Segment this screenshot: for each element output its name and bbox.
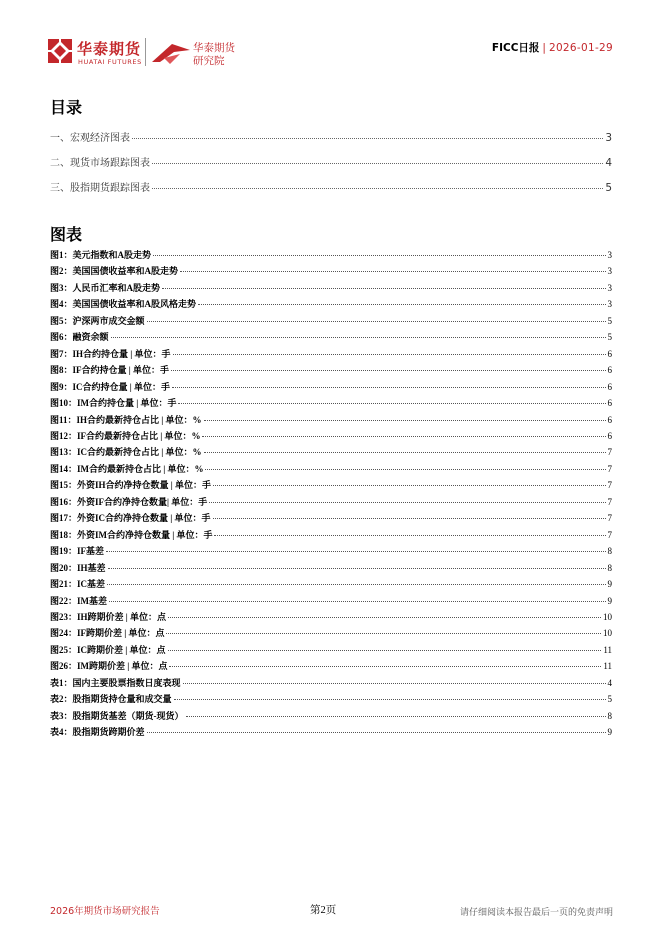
figure-entry-page: 10 bbox=[603, 628, 612, 639]
figure-entry-text: 图5：沪深两市成交金额 bbox=[50, 315, 145, 326]
figure-entry[interactable] bbox=[50, 511, 612, 524]
figure-entry[interactable] bbox=[50, 347, 612, 360]
dot-leader bbox=[162, 288, 605, 289]
figure-entry[interactable] bbox=[50, 692, 612, 705]
dot-leader bbox=[166, 633, 601, 634]
figure-entry-text: 图11：IH合约最新持仓占比 | 单位：% bbox=[50, 414, 202, 425]
figure-entry-page: 3 bbox=[607, 266, 612, 277]
figure-entry[interactable] bbox=[50, 248, 612, 261]
figure-entry-page: 8 bbox=[607, 546, 612, 557]
figure-entry[interactable] bbox=[50, 594, 612, 607]
dot-leader bbox=[132, 138, 603, 139]
figure-entry-page: 6 bbox=[607, 398, 612, 408]
institute-name-line1: 华泰期货 bbox=[193, 42, 235, 54]
figure-entry-text: 图20：IH基差 bbox=[50, 562, 106, 573]
figure-entry[interactable] bbox=[50, 314, 612, 327]
figure-entry[interactable] bbox=[50, 396, 612, 409]
figure-entry[interactable] bbox=[50, 610, 612, 623]
figure-entry-page: 11 bbox=[603, 644, 612, 655]
dot-leader bbox=[107, 584, 605, 585]
figure-entry-page: 5 bbox=[607, 332, 612, 343]
dot-leader bbox=[202, 436, 605, 437]
figure-entry-text: 图1：美元指数和A股走势 bbox=[50, 250, 152, 260]
figure-entry-page: 5 bbox=[607, 694, 612, 705]
toc-entry-page: 4 bbox=[605, 157, 612, 169]
figure-entry-text: 图4：美国国债收益率和A股风格走势 bbox=[50, 299, 197, 310]
figure-entry-page: 4 bbox=[607, 677, 612, 688]
toc-entry[interactable] bbox=[50, 154, 612, 169]
figure-entry[interactable] bbox=[50, 676, 612, 689]
dot-leader bbox=[171, 370, 606, 371]
figure-entry[interactable] bbox=[50, 445, 612, 458]
figure-entry-page: 3 bbox=[607, 282, 612, 293]
footer-page-number: 第2页 bbox=[310, 905, 337, 916]
dot-leader bbox=[198, 304, 605, 305]
figure-entry-text: 表2：股指期货持仓量和成交量 bbox=[50, 694, 172, 705]
figure-entry[interactable] bbox=[50, 561, 612, 574]
figure-entry-text: 图21：IC基差 bbox=[50, 579, 106, 589]
figure-entry-text: 图12：IF合约最新持仓占比 | 单位：% bbox=[50, 430, 201, 441]
figure-entry-text: 图8：IF合约持仓量 | 单位：手 bbox=[50, 365, 169, 376]
dot-leader bbox=[174, 699, 606, 700]
logo-divider bbox=[145, 38, 146, 66]
figure-entry-text: 图6：融资余额 bbox=[50, 332, 109, 343]
toc-entry-text: 一、宏观经济图表 bbox=[50, 133, 130, 144]
figure-entry-page: 9 bbox=[607, 579, 612, 589]
dot-leader bbox=[214, 535, 605, 536]
footer-report-series: 2026年期货市场研究报告 bbox=[50, 906, 160, 917]
toc-entry[interactable] bbox=[50, 129, 612, 144]
toc-entry-page: 3 bbox=[605, 132, 612, 144]
figure-entry[interactable] bbox=[50, 462, 612, 475]
dot-leader bbox=[213, 485, 606, 486]
figure-entry-text: 图19：IF基差 bbox=[50, 546, 105, 557]
report-name: FICC日报 bbox=[491, 42, 540, 54]
dot-leader bbox=[106, 551, 605, 552]
figure-entry-text: 图17：外资IC合约净持仓数量 | 单位：手 bbox=[50, 513, 211, 524]
figure-entry[interactable] bbox=[50, 281, 612, 294]
dot-leader bbox=[152, 163, 603, 164]
huatai-logo-icon bbox=[47, 38, 73, 64]
dot-leader bbox=[209, 502, 605, 503]
dot-leader bbox=[178, 403, 605, 404]
dot-leader bbox=[173, 354, 606, 355]
dot-leader bbox=[180, 271, 605, 272]
dot-leader bbox=[109, 601, 606, 602]
figure-entry[interactable] bbox=[50, 577, 612, 590]
figure-entry[interactable] bbox=[50, 725, 612, 738]
figure-entry-text: 图7：IH合约持仓量 | 单位：手 bbox=[50, 348, 171, 359]
figure-entry[interactable] bbox=[50, 413, 612, 426]
figure-entry-page: 9 bbox=[607, 595, 612, 606]
research-institute-logo-icon bbox=[150, 40, 192, 66]
figure-entry-text: 图14：IM合约最新持仓占比 | 单位：% bbox=[50, 463, 204, 474]
page-header bbox=[0, 0, 662, 80]
figure-entry[interactable] bbox=[50, 495, 612, 508]
toc-entry-text: 三、股指期货跟踪图表 bbox=[50, 183, 150, 194]
figure-entry-page: 10 bbox=[603, 611, 612, 622]
institute-name-line2: 研究院 bbox=[193, 55, 225, 67]
brand-name-en: HUATAI FUTURES bbox=[78, 58, 142, 66]
dot-leader bbox=[204, 452, 606, 453]
figure-entry-text: 图9：IC合约持仓量 | 单位：手 bbox=[50, 381, 170, 392]
figure-entry[interactable] bbox=[50, 544, 612, 557]
figure-entry-page: 3 bbox=[607, 250, 612, 260]
figure-entry-text: 图13：IC合约最新持仓占比 | 单位：% bbox=[50, 447, 202, 458]
dot-leader bbox=[169, 666, 601, 667]
report-date: 2026-01-29 bbox=[548, 42, 613, 54]
figures-title: 图表 bbox=[50, 225, 83, 244]
figure-entry-page: 7 bbox=[607, 480, 612, 491]
figure-entry[interactable] bbox=[50, 330, 612, 343]
figure-entry-text: 表4：股指期货跨期价差 bbox=[50, 727, 145, 737]
figure-entry-page: 6 bbox=[607, 430, 612, 441]
figure-entry-text: 图10：IM合约持仓量 | 单位：手 bbox=[50, 398, 177, 408]
figure-entry-text: 图22：IM基差 bbox=[50, 595, 107, 606]
figure-entry[interactable] bbox=[50, 709, 612, 722]
dot-leader bbox=[168, 650, 602, 651]
dot-leader bbox=[108, 568, 606, 569]
toc-entry-text: 二、现货市场跟踪图表 bbox=[50, 158, 150, 169]
figure-entry-text: 图3：人民币汇率和A股走势 bbox=[50, 282, 161, 293]
dot-leader bbox=[152, 188, 603, 189]
dot-leader bbox=[186, 716, 606, 717]
figure-entry[interactable] bbox=[50, 264, 612, 277]
figure-entry-text: 表3：股指期货基差（期货-现货） bbox=[50, 710, 184, 721]
figure-entry-page: 6 bbox=[607, 414, 612, 425]
footer-disclaimer-notice: 请仔细阅读本报告最后一页的免责声明 bbox=[459, 908, 613, 918]
figure-entry-page: 7 bbox=[607, 529, 612, 540]
figure-entry-text: 表1：国内主要股票指数日度表现 bbox=[50, 677, 181, 688]
dot-leader bbox=[168, 617, 601, 618]
figure-entry-text: 图15：外资IH合约净持仓数量 | 单位：手 bbox=[50, 480, 211, 491]
toc-title: 目录 bbox=[50, 98, 83, 117]
dot-leader bbox=[205, 469, 605, 470]
figure-entry-page: 6 bbox=[607, 381, 612, 392]
figure-entry[interactable] bbox=[50, 380, 612, 393]
dot-leader bbox=[204, 420, 606, 421]
dot-leader bbox=[147, 732, 606, 733]
figure-entry[interactable] bbox=[50, 659, 612, 672]
figure-entry-page: 7 bbox=[607, 513, 612, 524]
figure-entry-text: 图2：美国国债收益率和A股走势 bbox=[50, 266, 179, 277]
figure-entry-page: 5 bbox=[607, 315, 612, 326]
figure-entry-text: 图18：外资IM合约净持仓数量 | 单位：手 bbox=[50, 529, 213, 540]
figure-entry[interactable] bbox=[50, 363, 612, 376]
dot-leader bbox=[183, 683, 606, 684]
figure-entry-page: 11 bbox=[603, 661, 612, 672]
dot-leader bbox=[172, 387, 606, 388]
figure-entry-page: 7 bbox=[607, 447, 612, 458]
figure-entry[interactable] bbox=[50, 626, 612, 639]
figure-entry[interactable] bbox=[50, 478, 612, 491]
figure-entry[interactable] bbox=[50, 429, 612, 442]
figure-entry-page: 8 bbox=[607, 710, 612, 721]
figure-entry-page: 3 bbox=[607, 299, 612, 310]
report-tag-separator: | bbox=[542, 42, 546, 54]
figure-entry-page: 7 bbox=[607, 463, 612, 474]
brand-name-cn: 华泰期货 bbox=[77, 40, 142, 58]
figure-entry-text: 图24：IF跨期价差 | 单位：点 bbox=[50, 628, 165, 639]
toc-entry[interactable] bbox=[50, 179, 612, 194]
toc-entry-page: 5 bbox=[605, 182, 612, 194]
figure-entry-text: 图25：IC跨期价差 | 单位：点 bbox=[50, 644, 166, 655]
figure-entry-text: 图16：外资IF合约净持仓数量| 单位：手 bbox=[50, 496, 208, 507]
figure-entry[interactable] bbox=[50, 297, 612, 310]
figure-entry-text: 图23：IH跨期价差 | 单位：点 bbox=[50, 611, 166, 622]
figure-entry[interactable] bbox=[50, 528, 612, 541]
figure-entry-text: 图26：IM跨期价差 | 单位：点 bbox=[50, 661, 168, 672]
dot-leader bbox=[153, 255, 605, 256]
dot-leader bbox=[111, 337, 606, 338]
dot-leader bbox=[147, 321, 606, 322]
figure-entry[interactable] bbox=[50, 643, 612, 656]
figure-entry-page: 9 bbox=[607, 727, 612, 737]
figure-entry-page: 6 bbox=[607, 365, 612, 376]
figure-entry-page: 6 bbox=[607, 348, 612, 359]
report-tag bbox=[492, 40, 613, 55]
dot-leader bbox=[213, 518, 606, 519]
figure-entry-page: 8 bbox=[607, 562, 612, 573]
figure-entry-page: 7 bbox=[607, 496, 612, 507]
